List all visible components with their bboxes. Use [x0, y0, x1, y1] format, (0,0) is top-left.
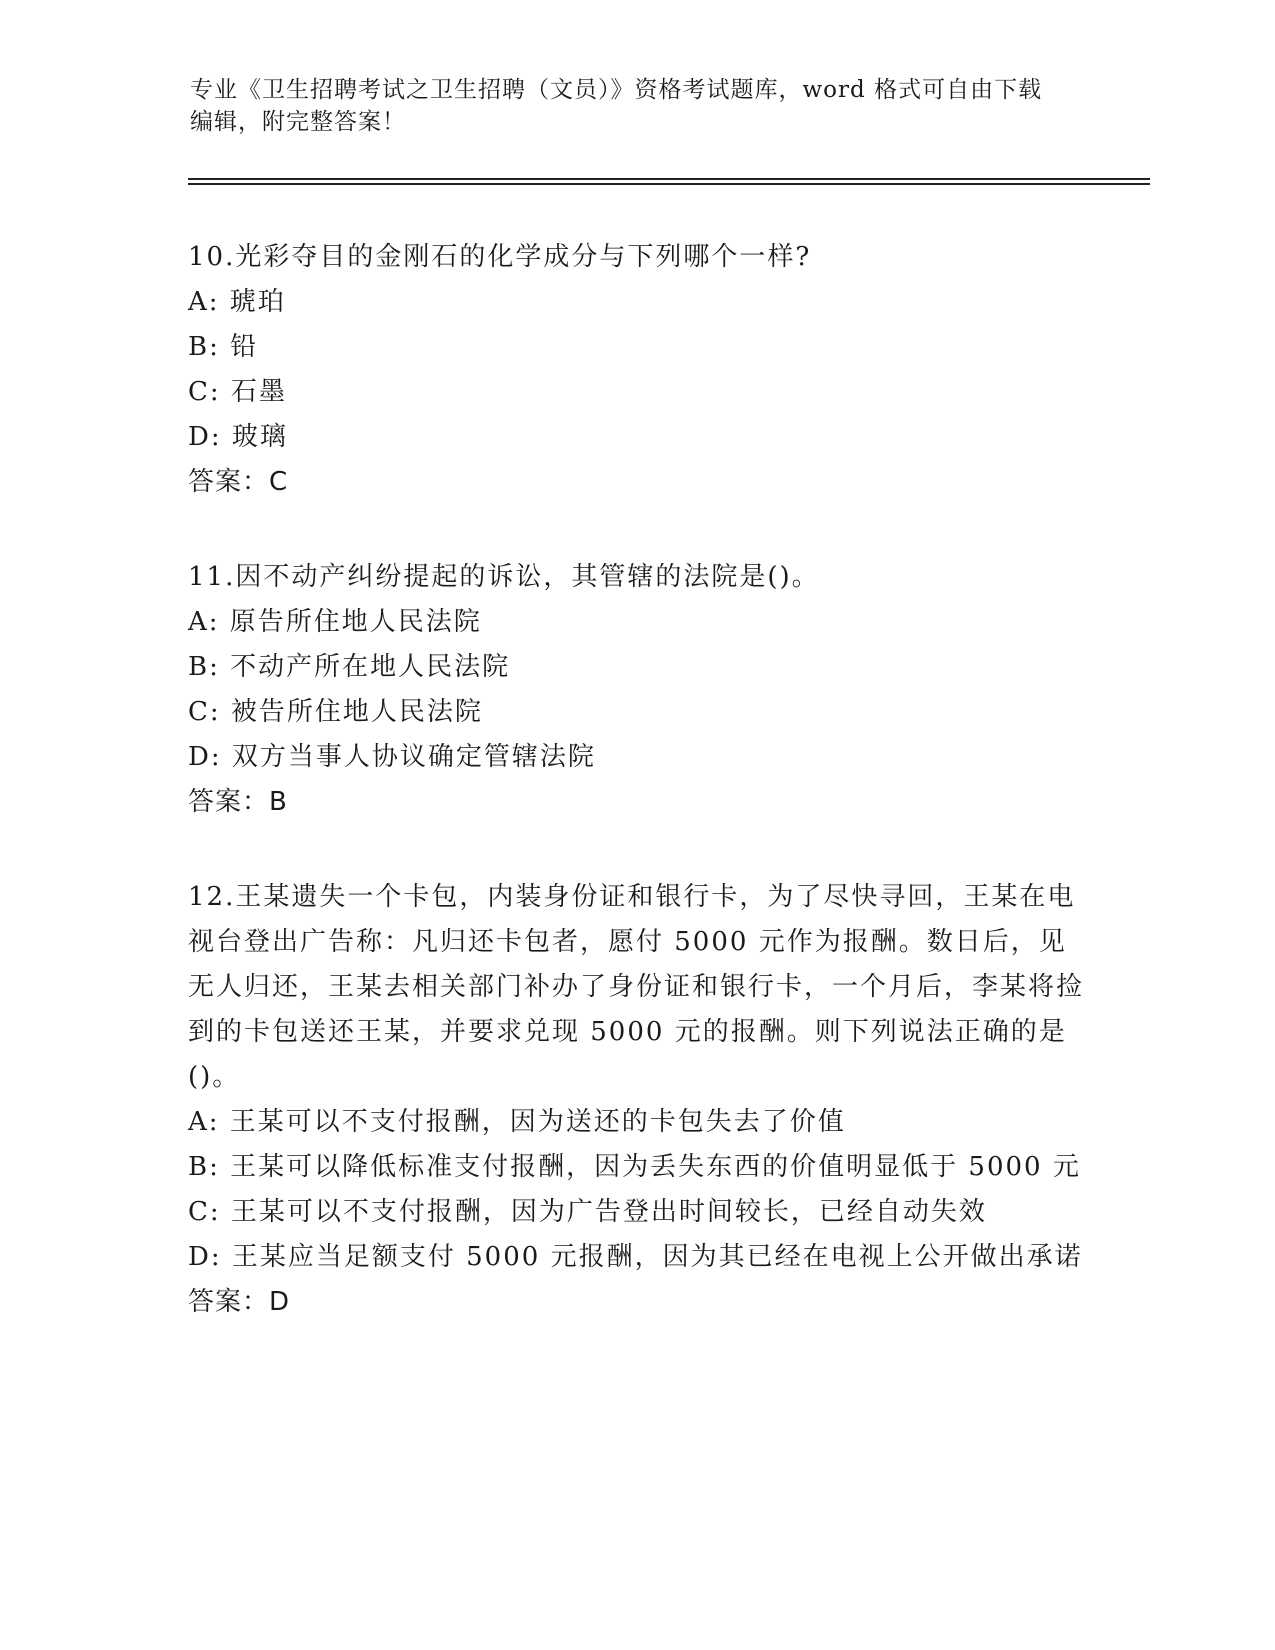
header-divider-top	[188, 178, 1150, 180]
answer-line: 答案：C	[188, 467, 289, 497]
option-c: C: 王某可以不支付报酬，因为广告登出时间较长，已经自动失效	[188, 1197, 987, 1227]
option-a: A: 琥珀	[188, 287, 286, 317]
answer-line: 答案：B	[188, 787, 288, 817]
question-10	[188, 235, 1088, 505]
option-c: C: 石墨	[188, 377, 287, 407]
question-stem: 12.王某遗失一个卡包，内装身份证和银行卡，为了尽快寻回，王某在电视台登出广告称：凡归还卡包者，愿付 5000 元作为报酬。数日后，见无人归还，王某去相关部门补办了身份证和银行卡，一个月后，李某将捡到的卡包送还王某，并要求兑现 5000 元的报酬。则下列说法正确的是()。	[188, 882, 1085, 1092]
option-a: A: 王某可以不支付报酬，因为送还的卡包失去了价值	[188, 1107, 846, 1137]
question-stem: 11.因不动产纠纷提起的诉讼，其管辖的法院是()。	[188, 562, 820, 592]
header-divider-bottom	[188, 183, 1150, 185]
header-title-line2: 编辑，附完整答案！	[190, 109, 406, 135]
question-12	[188, 875, 1088, 1325]
option-b: B: 不动产所在地人民法院	[188, 652, 511, 682]
question-stem: 10.光彩夺目的金刚石的化学成分与下列哪个一样?	[188, 242, 812, 272]
option-d: D: 双方当事人协议确定管辖法院	[188, 742, 596, 772]
option-c: C: 被告所住地人民法院	[188, 697, 483, 727]
option-b: B: 铅	[188, 332, 259, 362]
header-title-line1: 专业《卫生招聘考试之卫生招聘（文员）》资格考试题库，word 格式可自由下载	[190, 77, 1043, 103]
option-d: D: 王某应当足额支付 5000 元报酬，因为其已经在电视上公开做出承诺	[188, 1242, 1083, 1272]
option-b: B: 王某可以降低标准支付报酬，因为丢失东西的价值明显低于 5000 元	[188, 1152, 1081, 1182]
document-header	[190, 74, 1090, 138]
option-d: D: 玻璃	[188, 422, 288, 452]
option-a: A: 原告所住地人民法院	[188, 607, 482, 637]
answer-line: 答案：D	[188, 1287, 291, 1317]
question-11	[188, 555, 1088, 825]
